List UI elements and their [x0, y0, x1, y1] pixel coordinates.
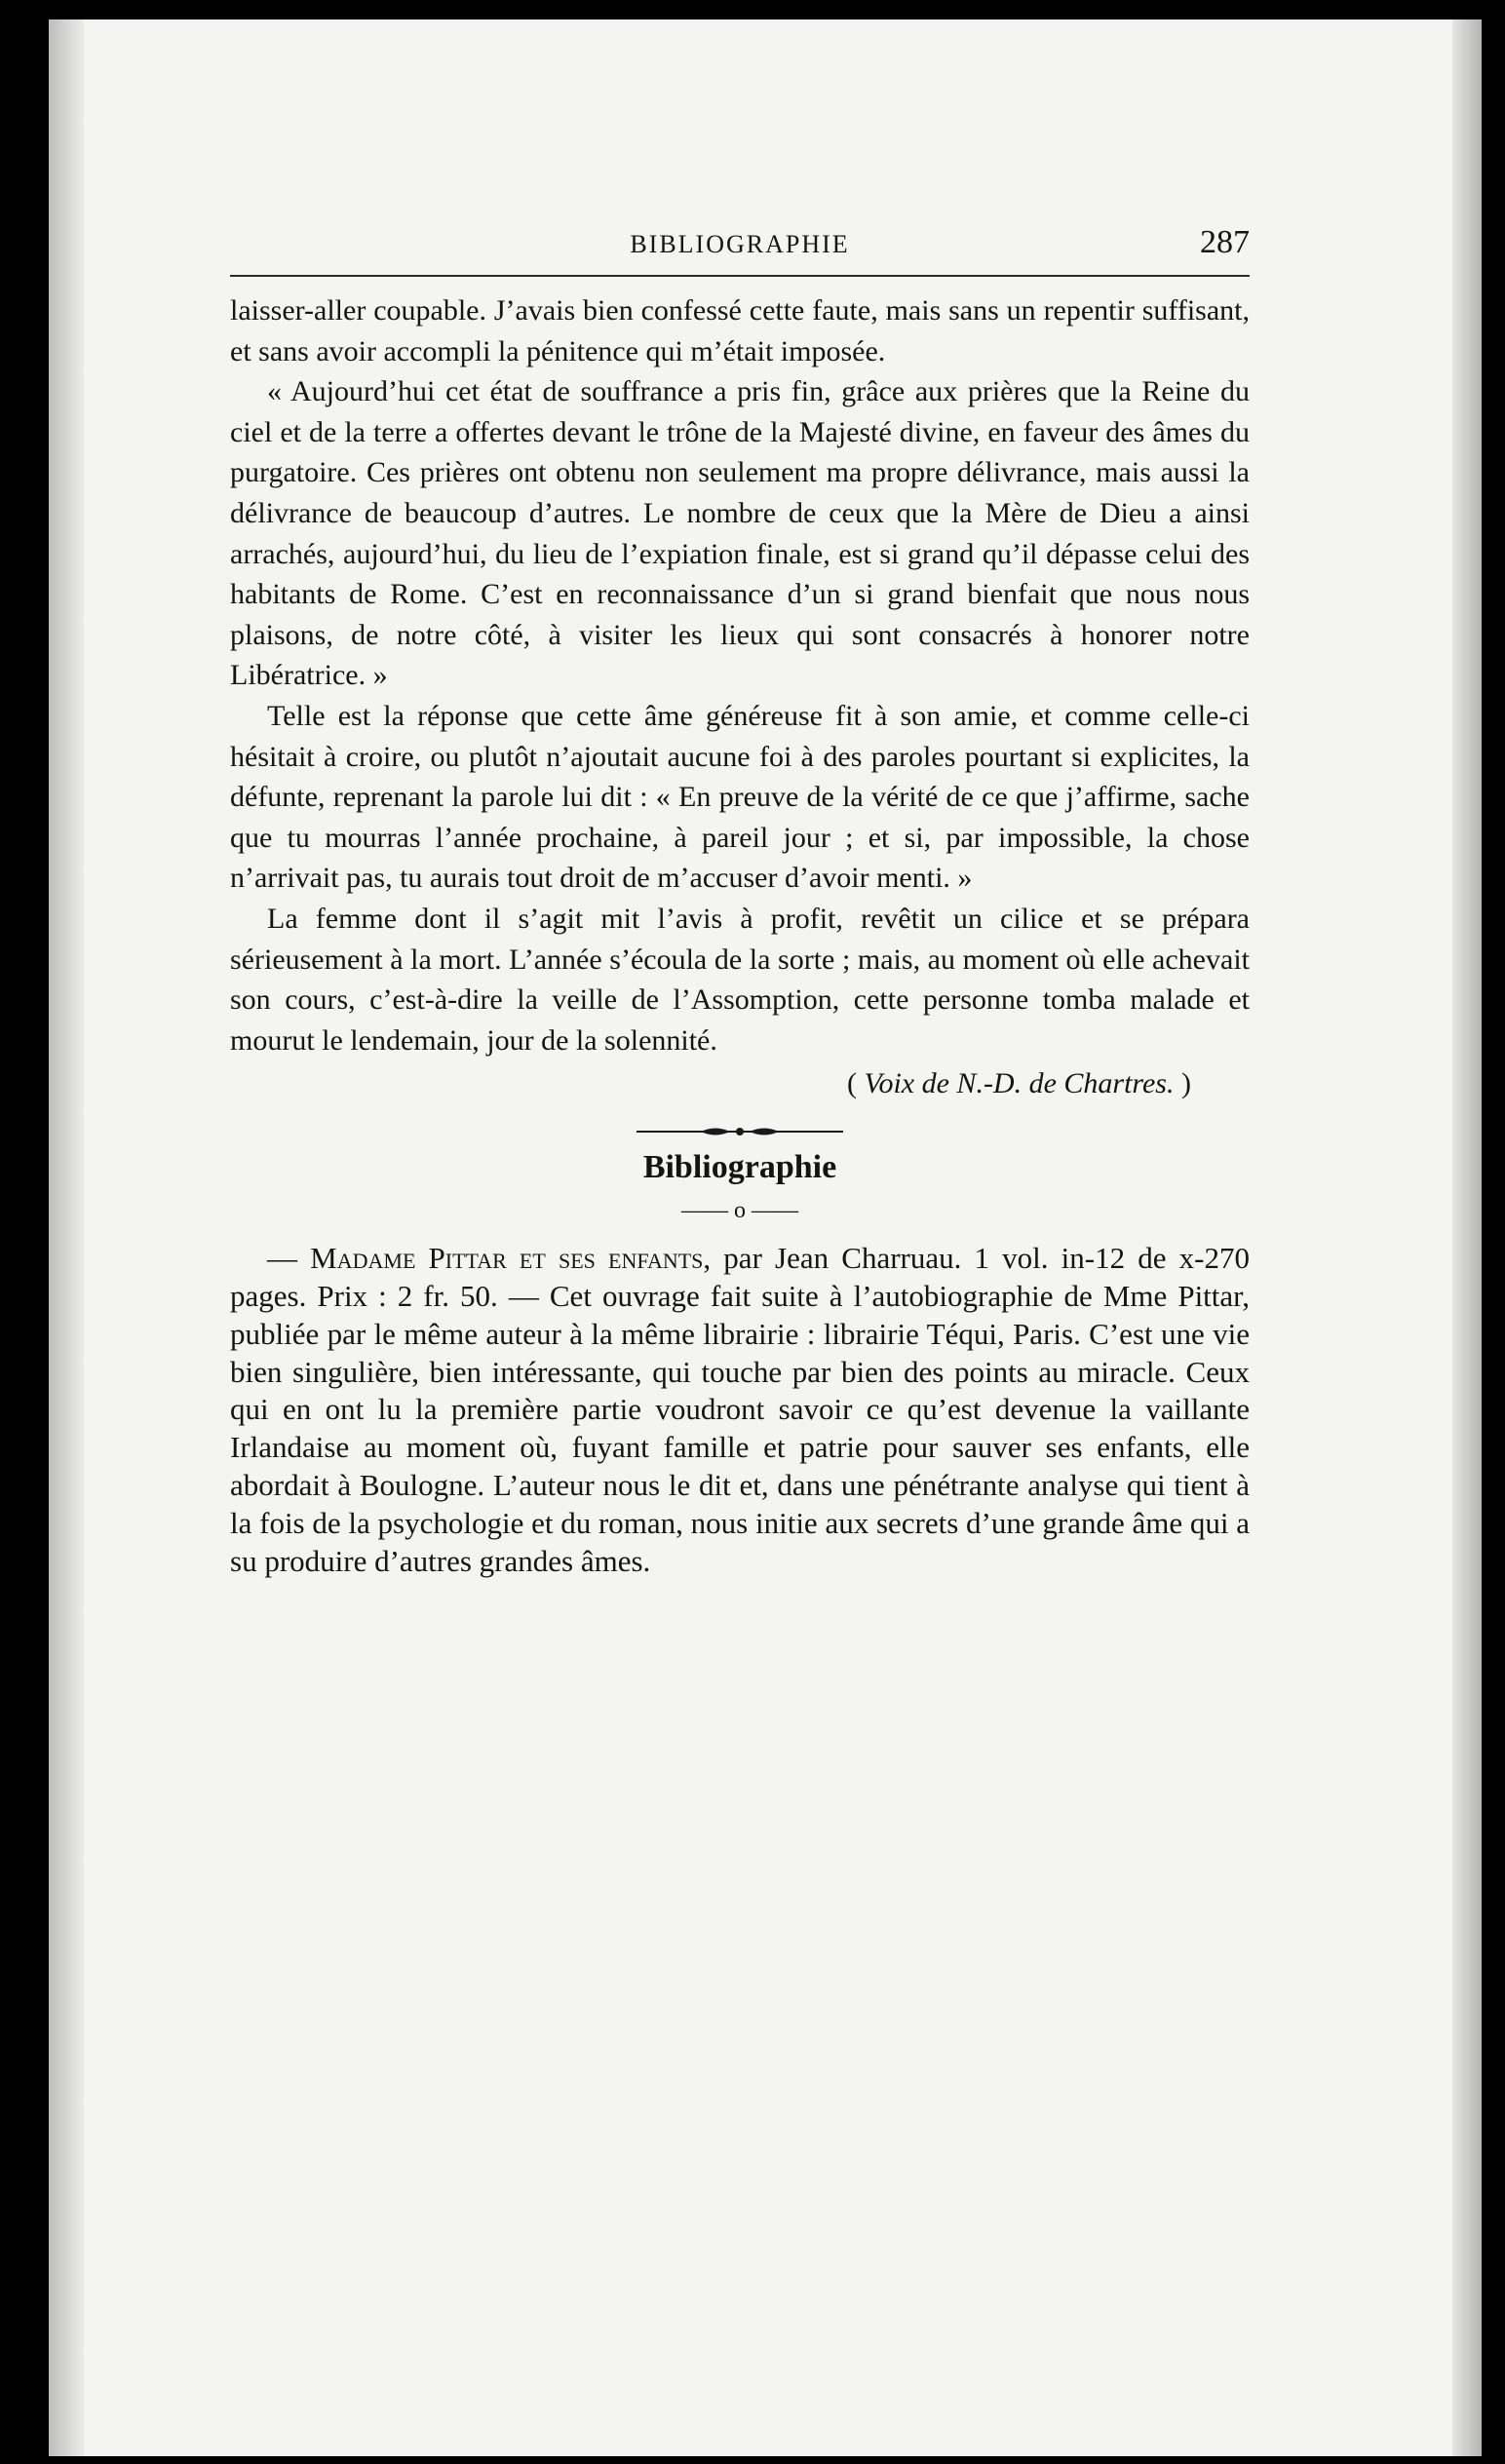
- ornament-divider: [633, 1121, 847, 1142]
- header-rule: [230, 275, 1250, 277]
- page-number: 287: [1200, 224, 1250, 260]
- source-citation: [230, 1062, 1250, 1105]
- entry-lead: —: [267, 1241, 311, 1276]
- scanned-page: [49, 19, 1482, 2456]
- entry-text: par Jean Charruau. 1 vol. in-12 de x-270 pages. Prix : 2 fr. 50. — Cet ouvrage fait suite à l’autobiographie de Mme Pittar, publiée par le même auteur à la même librairie : librairie Téqui, Paris. C’est une vie bien singulière, bien intéressante, qui touche par bien des points au miracle. Ceux qui en ont lu la première partie voudront savoir ce qu’est devenue la vaillante Irlandaise au moment où, fuyant famille et patrie pour sauver ses enfants, elle abordait à Boulogne. L’auteur nous le dit et, dans une pénétrante analyse qui tient à la fois de la psychologie et du roman, nous initie aux secrets d’une grande âme qui a su produire d’autres grandes âmes.: [230, 1241, 1251, 1578]
- source-close: ): [1174, 1067, 1191, 1100]
- running-head: [230, 224, 1250, 271]
- page-gutter-shadow: [49, 19, 84, 2456]
- paragraph-3: Telle est la réponse que cette âme généreuse fit à son amie, et comme celle-ci hésitait à croire, ou plutôt n’ajoutait aucune foi à des paroles pourtant si explicites, la défunte, reprenant la parole lui dit : « En preuve de la vérité de ce que j’affirme, sache que tu mourras l’année prochaine, à pareil jour ; et si, par impossible, la chose n’arrivait pas, tu aurais tout droit de m’accuser d’avoir menti. »: [230, 699, 1250, 895]
- section-title: Bibliographie: [642, 1149, 837, 1186]
- paragraph-4: La femme dont il s’agit mit l’avis à profit, revêtit un cilice et se prépara sérieusement à la mort. L’année s’écoula de la sorte ; mais, au moment où elle achevait son cours, c’est-à-dire la veille de l’Assomption, cette personne tomba malade et mourut le lendemain, jour de la solennité.: [230, 902, 1250, 1057]
- paragraph-2: « Aujourd’hui cet état de souffrance a pris fin, grâce aux prières que la Reine du ciel et de la terre a offertes devant le trône de la Majesté divine, en faveur des âmes du purgatoire. Ces prières ont obtenu non seulement ma propre délivrance, mais aussi la délivrance de beaucoup d’autres. Le nombre de ceux que la Mère de Dieu a ainsi arrachés, aujourd’hui, du lieu de l’expiation finale, est si grand qu’il dépasse celui des habitants de Rome. C’est en reconnaissance d’un si grand bienfait que nous nous plaisons, de notre côté, à visiter les lieux qui sont consacrés à honorer notre Libératrice. »: [230, 375, 1250, 692]
- section-separator: —— o ——: [681, 1198, 798, 1224]
- page-content: [230, 224, 1250, 1580]
- source-open: (: [846, 1067, 865, 1100]
- running-title: BIBLIOGRAPHIE: [630, 230, 850, 258]
- source-title: Voix de N.-D. de Chartres.: [864, 1067, 1175, 1100]
- page-edge: [1452, 19, 1482, 2456]
- bibliography-entry: [230, 1240, 1250, 1580]
- book-title: Madame Pittar et ses enfants,: [310, 1241, 712, 1276]
- paragraph-1: laisser-aller coupable. J’avais bien confessé cette faute, mais sans un repentir suffisant, et sans avoir accompli la pénitence qui m’était imposée.: [230, 294, 1250, 367]
